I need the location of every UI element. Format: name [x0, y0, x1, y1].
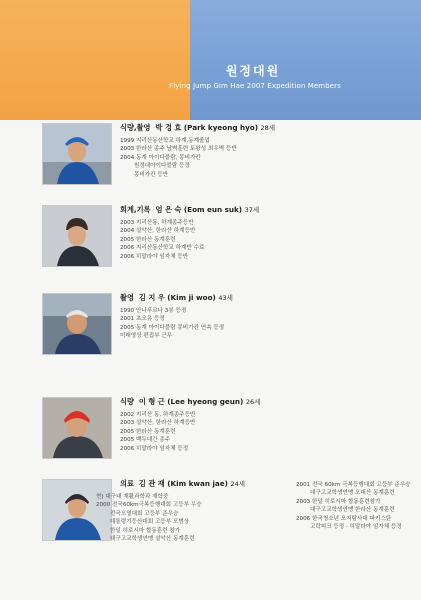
member-photo	[42, 397, 112, 459]
header-blue-panel	[190, 0, 421, 120]
member-history: 1999 지리산동산학교 하계,동계졸업 2003 한라산 종주 남벽훈련 토왕성 최우벽 등반 2004 동계 아이다블람, 몽비가칸 원정대아이다블람 등정 몽비가칸 등반	[120, 138, 237, 178]
member-name: 의료 김 관 재 (Kim kwan jae) 24세	[120, 479, 246, 488]
member-photo	[42, 205, 112, 267]
member-history: 1990 안나푸르나 3봉 등정 2001 초오유 등정 2005 동계 아이다블람 몽비가칸 연속 등정 미래영상 편집부 근무	[120, 308, 225, 340]
member-history: 2002 지리산 동, 하계종주등반 2003 설악산, 한라산 하계등반 2005 한라산 동계훈련 2005 백두대간 종주 2006 히말라야 임자체 등정	[120, 412, 196, 452]
member-name: 회계,기록 엄 은 숙 (Eom eun suk) 37세	[120, 205, 260, 214]
member-history: 현) 대구대 재활과학과 재학중 2000 전국60km극복등행대회 고등부 우승 전국오열대회 고등부 준우승 대통령기등산대회 고등부 모범상 한일 히로시마 합동훈련 참가 대구고교학생연맹 설악산 동계훈련	[96, 494, 202, 543]
page-title: 원정대원	[225, 64, 281, 78]
member-name: 촬영 김 지 우 (Kim ji woo) 43세	[120, 293, 233, 302]
member-name: 식량,촬영 박 경 효 (Park kyeong hyo) 28세	[120, 123, 276, 132]
member-photo	[42, 123, 112, 185]
header-orange-panel	[0, 0, 190, 120]
member-photo	[42, 293, 112, 355]
member-name: 식량 이 형 근 (Lee hyeong geun) 26세	[120, 397, 261, 406]
member-history-secondary: 2001 전국 60km 극복등행대회 고등부 준우승 대구고교학생연맹 오대산 동계훈련 2003 한일 히로시마 합동훈련참가 대구고교학생연맹 한라산 동계훈련 2006 한국청소년 오지탐사대 파키스탄 고락피크 등정 · 히말라야 임자체 등정	[296, 482, 411, 531]
page-subtitle: Flying Jump Gim Hae 2007 Expedition Members	[169, 82, 341, 90]
member-history: 2003 지리산동, 하계종주등반 2004 설악산, 한라산 하계등반 2005 한라산 동계훈련 2006 지리산동산학교 하계반 수료 2006 히말라야 임자체 등반	[120, 220, 205, 260]
